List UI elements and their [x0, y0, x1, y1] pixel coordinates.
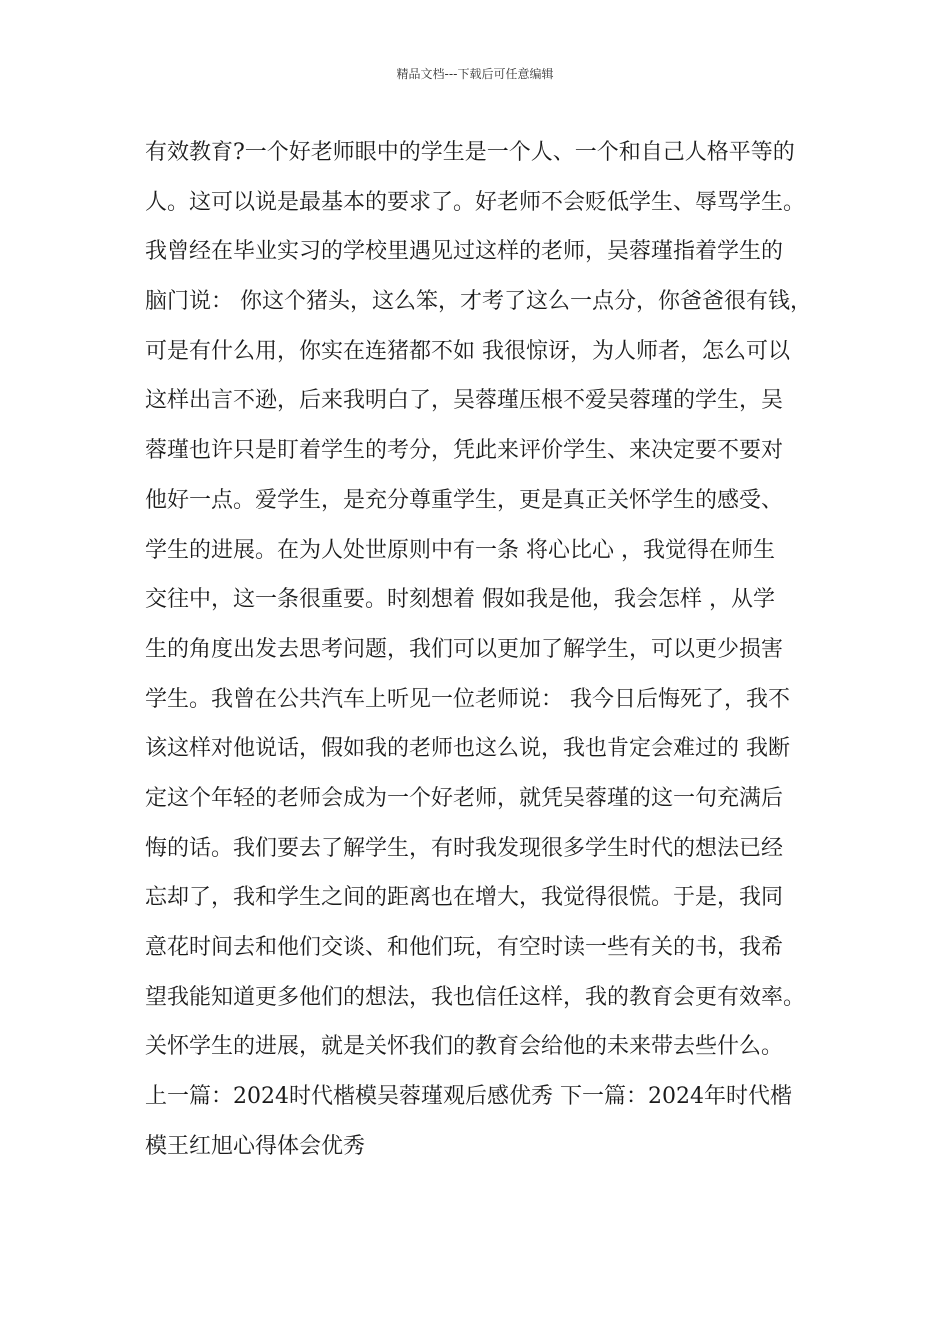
text-line: 交往中，这一条很重要。时刻想着 假如我是他，我会怎样 ，从学 [145, 587, 775, 613]
text-line: 我曾经在毕业实习的学校里遇见过这样的老师，吴蓉瑾指着学生的 [145, 239, 784, 265]
text-line: 学生的进展。在为人处世原则中有一条 将心比心 ，我觉得在师生 [145, 537, 775, 563]
document-body [145, 128, 815, 1171]
text-line: 意花时间去和他们交谈、和他们玩，有空时读一些有关的书，我希 [145, 935, 784, 960]
text-line: 关怀学生的进展，就是关怀我们的教育会给他的未来带去些什么。 [145, 1034, 784, 1060]
text-line: 有效教育?一个好老师眼中的学生是一个人、一个和自己人格平等的 [145, 140, 795, 165]
text-line: 该这样对他说话，假如我的老师也这么说，我也肯定会难过的 我断 [145, 736, 790, 762]
text-line: 人。这可以说是最基本的要求了。好老师不会贬低学生、辱骂学生。 [145, 189, 806, 215]
text-line: 定这个年轻的老师会成为一个好老师，就凭吴蓉瑾的这一句充满后 [145, 785, 784, 811]
page-header: 精品文档---下载后可任意编辑 [396, 67, 554, 81]
text-line: 学生。我曾在公共汽车上听见一位老师说： 我今日后悔死了，我不 [145, 686, 790, 712]
text-line: 脑门说： 你这个猪头，这么笨，才考了这么一点分，你爸爸很有钱， [145, 289, 812, 315]
text-line: 蓉瑾也许只是盯着学生的考分，凭此来评价学生、来决定要不要对 [145, 438, 784, 464]
text-line: 忘却了，我和学生之间的距离也在增大，我觉得很慌。于是，我同 [145, 885, 784, 911]
text-line: 生的角度出发去思考问题，我们可以更加了解学生，可以更少损害 [145, 636, 784, 662]
prev-next-links[interactable]: 上一篇：2024时代楷模吴蓉瑾观后感优秀 下一篇：2024年时代楷 [145, 1084, 792, 1110]
prev-next-links[interactable]: 模王红旭心得体会优秀 [145, 1133, 366, 1159]
text-line: 可是有什么用，你实在连猪都不如 我很惊讶，为人师者，怎么可以 [145, 338, 790, 364]
text-line: 这样出言不逊，后来我明白了，吴蓉瑾压根不爱吴蓉瑾的学生，吴 [145, 388, 784, 414]
text-line: 他好一点。爱学生，是充分尊重学生，更是真正关怀学生的感受、 [145, 487, 784, 513]
text-line: 悔的话。我们要去了解学生，有时我发现很多学生时代的想法已经 [145, 835, 784, 861]
text-line: 望我能知道更多他们的想法，我也信任这样，我的教育会更有效率。 [145, 984, 806, 1010]
